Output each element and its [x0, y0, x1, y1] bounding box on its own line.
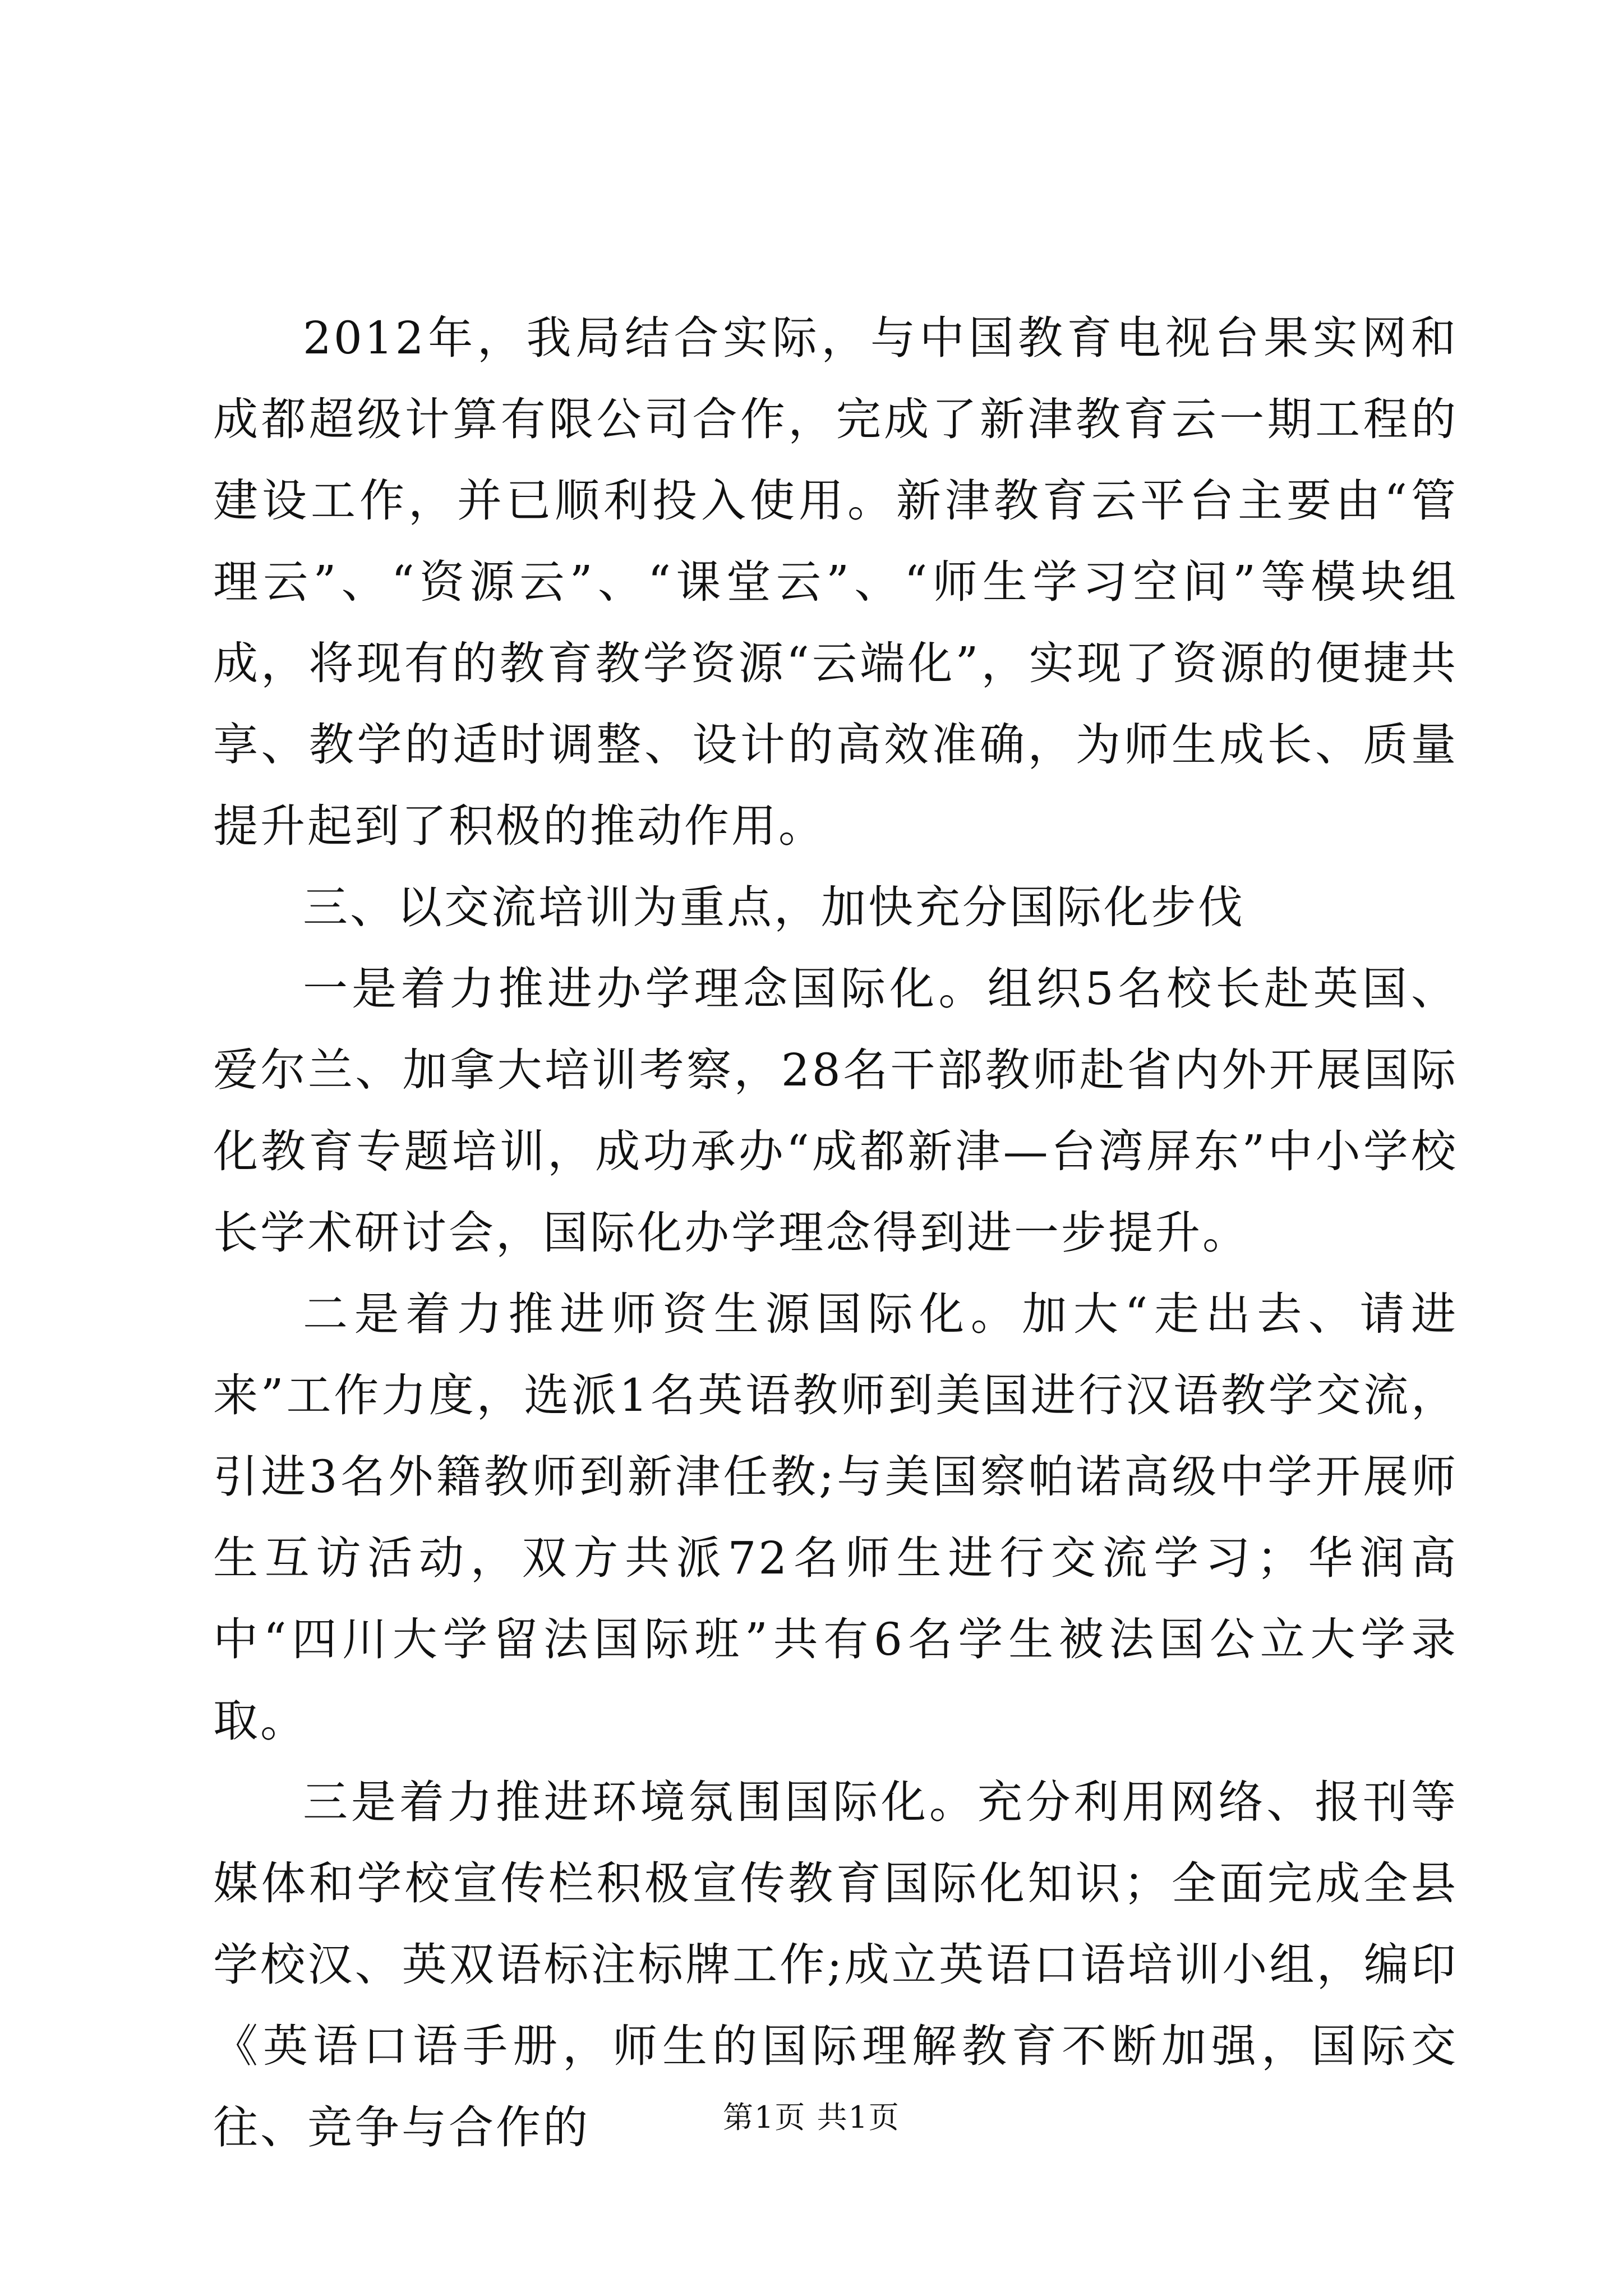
- section-heading-internationalization: 三、以交流培训为重点，加快充分国际化步伐: [303, 881, 1245, 933]
- paragraph-environment: 三是着力推进环境氛围国际化。充分利用网络、报刊等媒体和学校宣传栏积极宣传教育国际化知识；全面完成全县学校汉、英双语标注标牌工作;成立英语口语培训小组，编印《英语口语手册，师生的国际理解教育不断加强，国际交往、竞争与合作的: [213, 1776, 1458, 2154]
- paragraph-cloud-platform: 2012年，我局结合实际，与中国教育电视台果实网和成都超级计算有限公司合作，完成了新津教育云一期工程的建设工作，并已顺利投入使用。新津教育云平台主要由“管理云”、“资源云”、“课堂云”、“师生学习空间”等模块组成，将现有的教育教学资源“云端化”，实现了资源的便捷共享、教学的适时调整、设计的高效准确，为师生成长、质量提升起到了积极的推动作用。: [213, 312, 1458, 852]
- paragraph-teachers-students: 二是着力推进师资生源国际化。加大“走出去、请进来”工作力度，选派1名英语教师到美国进行汉语教学交流，引进3名外籍教师到新津任教;与美国察帕诺高级中学开展师生互访活动，双方共派72名师生进行交流学习；华润高中“四川大学留法国际班”共有6名学生被法国公立大学录取。: [213, 1288, 1458, 1747]
- page-footer: 第1页 共1页: [723, 2100, 900, 2135]
- paragraph-school-philosophy: 一是着力推进办学理念国际化。组织5名校长赴英国、爱尔兰、加拿大培训考察，28名干部教师赴省内外开展国际化教育专题培训，成功承办“成都新津—台湾屏东”中小学校长学术研讨会，国际化办学理念得到进一步提升。: [213, 963, 1458, 1259]
- document-body: [213, 297, 1458, 2168]
